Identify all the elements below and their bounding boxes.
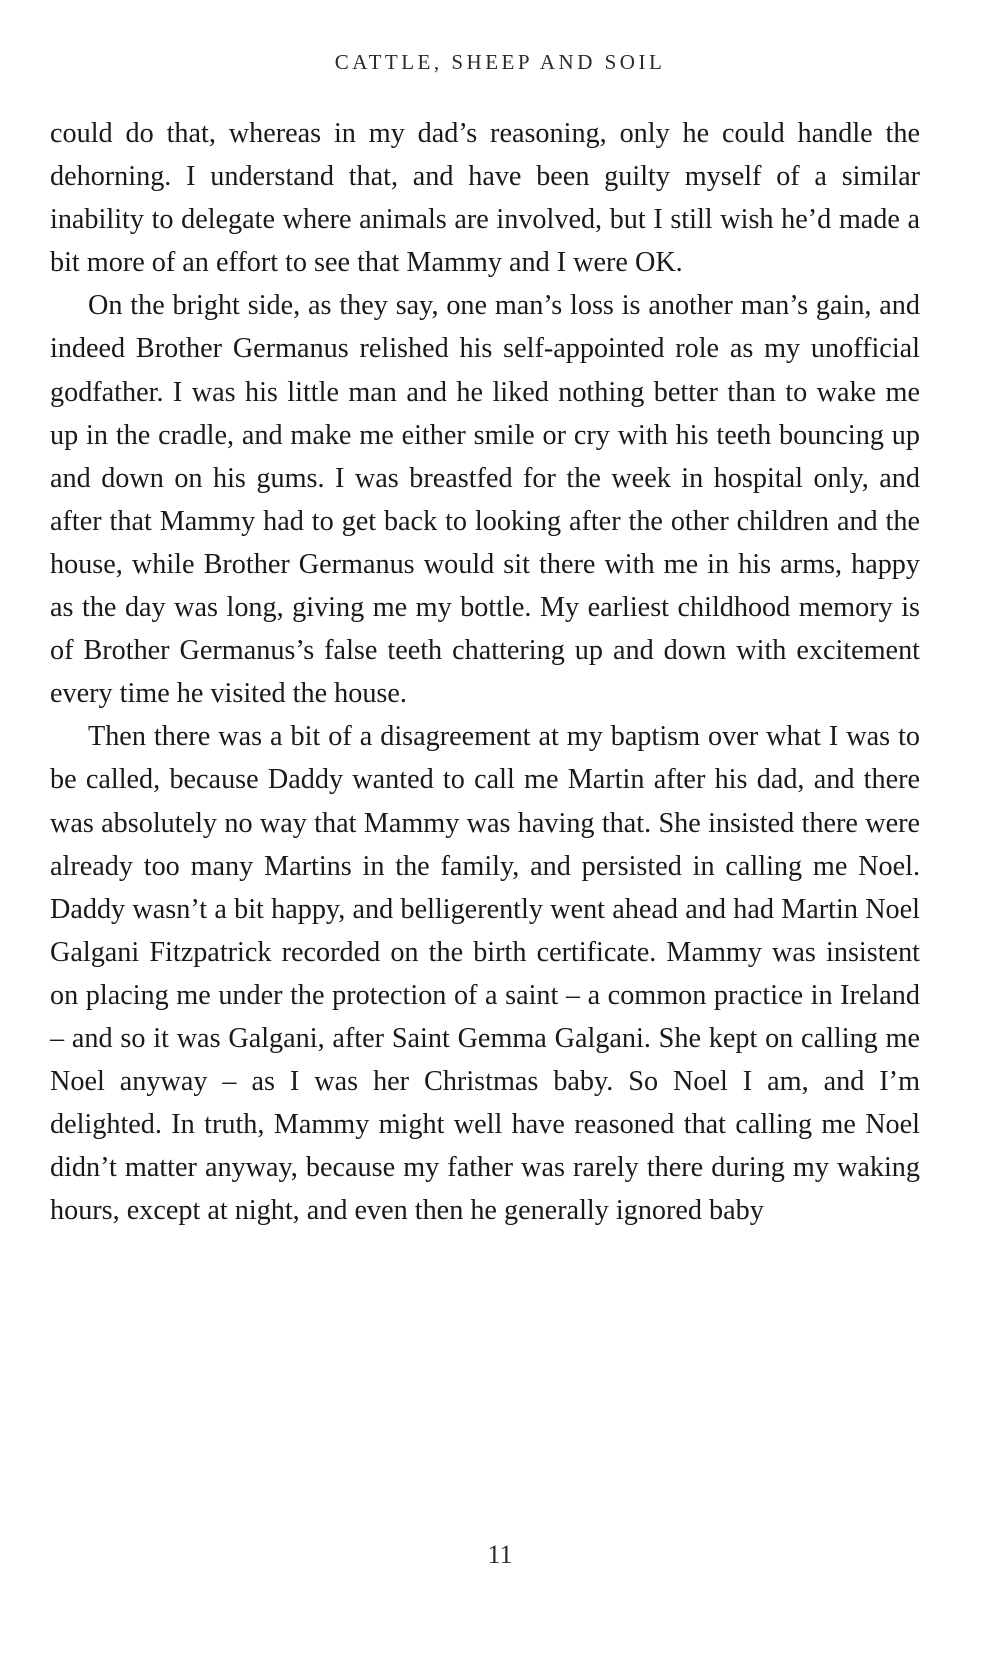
body-text [50,112,920,1232]
page-number: 11 [487,1540,513,1569]
paragraph-3: Then there was a bit of a disagreement at my baptism over what I was to be called, because Daddy wanted to call me Martin after his dad, and there was absolutely no way that Mammy was having that. She insisted there were already too many Martins in the family, and persisted in calling me Noel. Daddy wasn’t a bit happy, and belligerently went ahead and had Martin Noel Galgani Fitzpatrick recorded on the birth certificate. Mammy was insistent on placing me under the protection of a saint – a common practice in Ireland – and so it was Galgani, after Saint Gemma Galgani. She kept on calling me Noel anyway – as I was her Christmas baby. So Noel I am, and I’m delighted. In truth, Mammy might well have reasoned that calling me Noel didn’t matter anyway, because my father was rarely there during my waking hours, except at night, and even then he generally ignored baby [50,721,920,1227]
running-head: CATTLE, SHEEP AND SOIL [334,50,666,74]
paragraph-1: could do that, whereas in my dad’s reasoning, only he could handle the dehorning. I understand that, and have been guilty myself of a similar inability to delegate where animals are involved, but I still wish he’d made a bit more of an effort to see that Mammy and I were OK. [50,118,920,279]
paragraph-2: On the bright side, as they say, one man’s loss is another man’s gain, and indeed Brother Germanus relished his self-appointed role as my unofficial godfather. I was his little man and he liked nothing better than to wake me up in the cradle, and make me either smile or cry with his teeth bouncing up and down on his gums. I was breastfed for the week in hospital only, and after that Mammy had to get back to looking after the other children and the house, while Brother Germanus would sit there with me in his arms, happy as the day was long, giving me my bottle. My earliest childhood memory is of Brother Germanus’s false teeth chattering up and down with excitement every time he visited the house. [50,290,920,710]
